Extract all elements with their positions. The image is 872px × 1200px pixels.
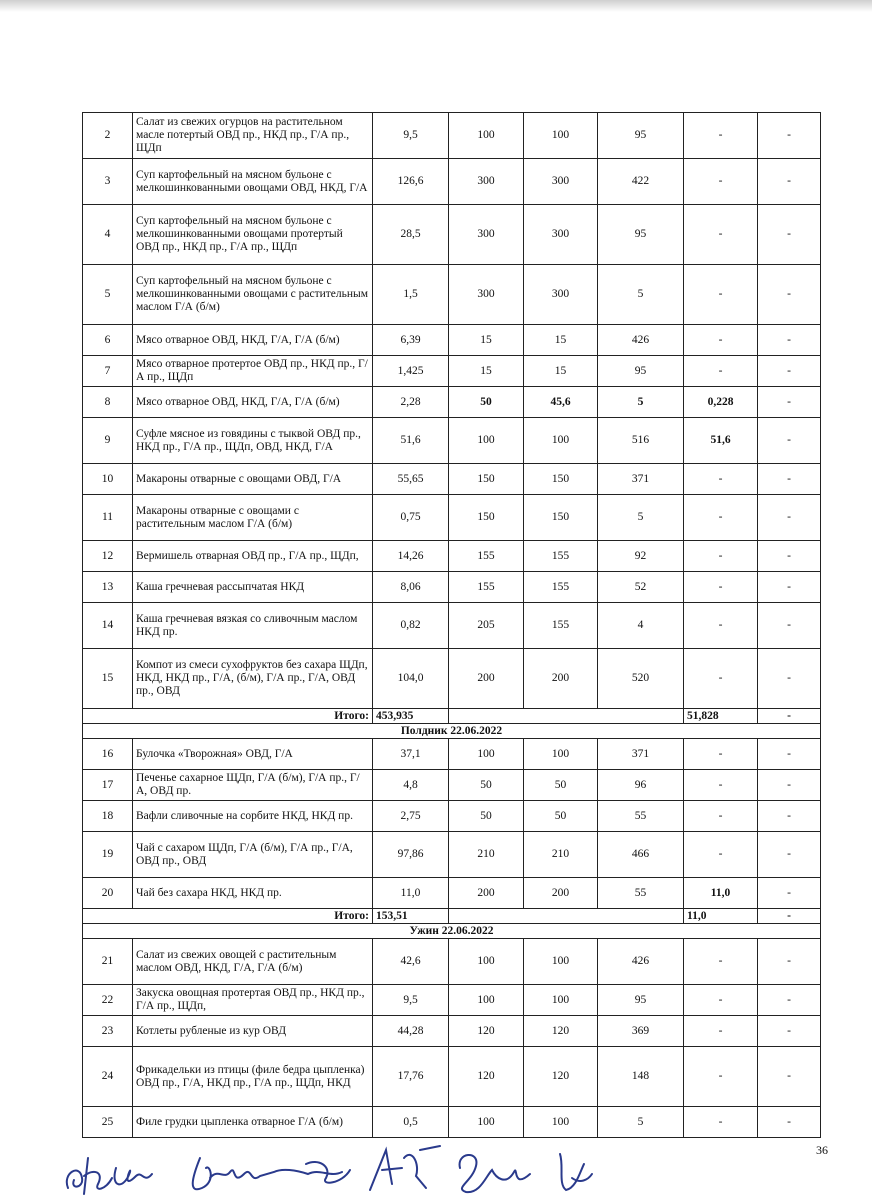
value-5: - [684,832,758,878]
total-row [83,709,821,724]
section-title: Ужин 22.06.2022 [83,924,821,939]
value-3: 155 [524,603,598,649]
total-label: Итого: [83,709,373,724]
value-3: 15 [524,356,598,387]
row-number: 9 [83,418,133,464]
dish-name: Филе грудки цыпленка отварное Г/А (б/м) [133,1107,373,1138]
value-3: 15 [524,325,598,356]
value-1: 1,5 [373,265,449,325]
table-row [83,113,821,159]
value-2: 150 [449,464,524,495]
table-row [83,1047,821,1107]
value-1: 17,76 [373,1047,449,1107]
value-3: 100 [524,1107,598,1138]
value-2: 50 [449,770,524,801]
value-2: 120 [449,1016,524,1047]
value-5: - [684,801,758,832]
section-header-row [83,724,821,739]
value-6: - [758,113,821,159]
table-row [83,325,821,356]
section-title: Полдник 22.06.2022 [83,724,821,739]
dish-name: Мясо отварное ОВД, НКД, Г/А, Г/А (б/м) [133,387,373,418]
value-4: 5 [598,265,684,325]
value-5: - [684,603,758,649]
table-row [83,985,821,1016]
row-number: 5 [83,265,133,325]
total-row [83,909,821,924]
value-3: 150 [524,495,598,541]
value-4: 520 [598,649,684,709]
value-4: 422 [598,159,684,205]
value-2: 200 [449,649,524,709]
dish-name: Суп картофельный на мясном бульоне с мелкошинкованными овощами протертый ОВД пр., НКД пр., Г/А пр., ЩДп [133,205,373,265]
row-number: 4 [83,205,133,265]
dish-name: Чай без сахара НКД, НКД пр. [133,878,373,909]
dish-name: Каша гречневая рассыпчатая НКД [133,572,373,603]
value-3: 200 [524,649,598,709]
value-6: - [758,205,821,265]
table-row [83,832,821,878]
value-1: 55,65 [373,464,449,495]
dish-name: Булочка «Творожная» ОВД, Г/А [133,739,373,770]
value-5: - [684,1016,758,1047]
value-5: - [684,572,758,603]
value-2: 100 [449,1107,524,1138]
dish-name: Чай с сахаром ЩДп, Г/А (б/м), Г/А пр., Г/А, ОВД пр., ОВД [133,832,373,878]
dish-name: Мясо отварное протертое ОВД пр., НКД пр., Г/А пр., ЩДп [133,356,373,387]
value-2: 210 [449,832,524,878]
value-6: - [758,985,821,1016]
value-4: 5 [598,495,684,541]
value-6: - [758,739,821,770]
value-1: 2,75 [373,801,449,832]
value-5: - [684,1047,758,1107]
value-6: - [758,832,821,878]
value-4: 52 [598,572,684,603]
value-2: 300 [449,265,524,325]
value-6: - [758,265,821,325]
value-2: 100 [449,985,524,1016]
row-number: 19 [83,832,133,878]
value-5: - [684,649,758,709]
row-number: 20 [83,878,133,909]
table-row [83,572,821,603]
value-1: 44,28 [373,1016,449,1047]
value-1: 0,75 [373,495,449,541]
value-3: 50 [524,801,598,832]
value-4: 95 [598,985,684,1016]
value-2: 155 [449,572,524,603]
value-1: 28,5 [373,205,449,265]
value-3: 120 [524,1016,598,1047]
value-5: - [684,159,758,205]
value-3: 155 [524,572,598,603]
row-number: 11 [83,495,133,541]
value-3: 100 [524,985,598,1016]
value-2: 300 [449,205,524,265]
row-number: 21 [83,939,133,985]
value-3: 300 [524,159,598,205]
value-2: 15 [449,356,524,387]
value-1: 2,28 [373,387,449,418]
total-empty [449,909,684,924]
value-3: 120 [524,1047,598,1107]
value-4: 516 [598,418,684,464]
table-row [83,159,821,205]
table-row [83,205,821,265]
value-5: - [684,541,758,572]
value-6: - [758,387,821,418]
value-1: 0,82 [373,603,449,649]
row-number: 25 [83,1107,133,1138]
value-1: 0,5 [373,1107,449,1138]
value-6: - [758,649,821,709]
value-2: 100 [449,939,524,985]
value-2: 120 [449,1047,524,1107]
row-number: 17 [83,770,133,801]
value-3: 155 [524,541,598,572]
value-1: 104,0 [373,649,449,709]
value-4: 426 [598,939,684,985]
row-number: 6 [83,325,133,356]
value-1: 126,6 [373,159,449,205]
row-number: 23 [83,1016,133,1047]
total-value-5: 11,0 [684,909,758,924]
value-6: - [758,1047,821,1107]
value-5: - [684,495,758,541]
table-row [83,418,821,464]
menu-table [82,112,821,1138]
value-6: - [758,325,821,356]
value-4: 95 [598,356,684,387]
value-5: - [684,939,758,985]
value-2: 100 [449,418,524,464]
dish-name: Печенье сахарное ЩДп, Г/А (б/м), Г/А пр., Г/А, ОВД пр. [133,770,373,801]
table-row [83,541,821,572]
value-4: 95 [598,113,684,159]
value-5: 0,228 [684,387,758,418]
dish-name: Компот из смеси сухофруктов без сахара ЩДп, НКД, НКД пр., Г/А, (б/м), Г/А пр., Г/А, ОВД пр., ОВД [133,649,373,709]
value-1: 1,425 [373,356,449,387]
value-1: 9,5 [373,985,449,1016]
value-2: 205 [449,603,524,649]
dish-name: Суп картофельный на мясном бульоне с мелкошинкованными овощами с растительным маслом Г/А (б/м) [133,265,373,325]
row-number: 7 [83,356,133,387]
value-5: - [684,325,758,356]
value-3: 150 [524,464,598,495]
value-6: - [758,801,821,832]
value-3: 100 [524,739,598,770]
table-row [83,265,821,325]
value-4: 4 [598,603,684,649]
value-6: - [758,159,821,205]
table-row [83,356,821,387]
value-5: - [684,739,758,770]
dish-name: Вермишель отварная ОВД пр., Г/А пр., ЩДп, [133,541,373,572]
value-4: 148 [598,1047,684,1107]
value-2: 15 [449,325,524,356]
dish-name: Вафли сливочные на сорбите НКД, НКД пр. [133,801,373,832]
value-6: - [758,939,821,985]
value-4: 5 [598,1107,684,1138]
value-3: 100 [524,113,598,159]
value-4: 95 [598,205,684,265]
signatures [60,1128,620,1198]
value-4: 371 [598,739,684,770]
dish-name: Закуска овощная протертая ОВД пр., НКД пр., Г/А пр., ЩДп, [133,985,373,1016]
value-5: - [684,113,758,159]
dish-name: Макароны отварные с овощами с растительным маслом Г/А (б/м) [133,495,373,541]
dish-name: Суфле мясное из говядины с тыквой ОВД пр., НКД пр., Г/А пр., ЩДп, ОВД, НКД, Г/А [133,418,373,464]
value-2: 100 [449,113,524,159]
dish-name: Салат из свежих овощей с растительным маслом ОВД, НКД, Г/А, Г/А (б/м) [133,939,373,985]
value-6: - [758,603,821,649]
scan-top-edge [0,0,872,12]
value-2: 50 [449,801,524,832]
table-row [83,939,821,985]
total-label: Итого: [83,909,373,924]
row-number: 13 [83,572,133,603]
total-value-6: - [758,909,821,924]
row-number: 3 [83,159,133,205]
value-1: 42,6 [373,939,449,985]
table-row [83,1016,821,1047]
value-6: - [758,572,821,603]
table-row [83,801,821,832]
value-5: - [684,356,758,387]
dish-name: Суп картофельный на мясном бульоне с мелкошинкованными овощами ОВД, НКД, Г/А [133,159,373,205]
row-number: 18 [83,801,133,832]
value-2: 200 [449,878,524,909]
row-number: 10 [83,464,133,495]
value-6: - [758,770,821,801]
row-number: 14 [83,603,133,649]
dish-name: Макароны отварные с овощами ОВД, Г/А [133,464,373,495]
row-number: 8 [83,387,133,418]
value-3: 200 [524,878,598,909]
row-number: 24 [83,1047,133,1107]
dish-name: Салат из свежих огурцов на растительном масле потертый ОВД пр., НКД пр., Г/А пр., ЩДп [133,113,373,159]
table-row [83,649,821,709]
value-5: - [684,1107,758,1138]
value-4: 371 [598,464,684,495]
value-1: 97,86 [373,832,449,878]
total-value-1: 153,51 [373,909,449,924]
value-1: 4,8 [373,770,449,801]
value-2: 150 [449,495,524,541]
value-3: 300 [524,265,598,325]
value-3: 210 [524,832,598,878]
table-row [83,495,821,541]
value-2: 155 [449,541,524,572]
table-row [83,387,821,418]
value-5: - [684,770,758,801]
total-value-5: 51,828 [684,709,758,724]
value-5: 51,6 [684,418,758,464]
value-4: 55 [598,801,684,832]
value-4: 96 [598,770,684,801]
row-number: 2 [83,113,133,159]
row-number: 22 [83,985,133,1016]
value-6: - [758,356,821,387]
value-6: - [758,1016,821,1047]
table-row [83,464,821,495]
value-4: 369 [598,1016,684,1047]
value-3: 50 [524,770,598,801]
row-number: 15 [83,649,133,709]
value-5: - [684,464,758,495]
value-6: - [758,464,821,495]
value-4: 55 [598,878,684,909]
dish-name: Мясо отварное ОВД, НКД, Г/А, Г/А (б/м) [133,325,373,356]
value-3: 300 [524,205,598,265]
value-5: - [684,985,758,1016]
table-row [83,603,821,649]
dish-name: Каша гречневая вязкая со сливочным маслом НКД пр. [133,603,373,649]
value-5: - [684,205,758,265]
section-header-row [83,924,821,939]
dish-name: Фрикадельки из птицы (филе бедра цыпленка) ОВД пр., Г/А, НКД пр., Г/А пр., ЩДп, НКД [133,1047,373,1107]
value-1: 8,06 [373,572,449,603]
value-2: 300 [449,159,524,205]
value-1: 37,1 [373,739,449,770]
value-2: 100 [449,739,524,770]
value-6: - [758,495,821,541]
row-number: 12 [83,541,133,572]
value-1: 11,0 [373,878,449,909]
value-6: - [758,541,821,572]
value-5: - [684,265,758,325]
value-3: 100 [524,418,598,464]
value-4: 426 [598,325,684,356]
value-1: 9,5 [373,113,449,159]
value-1: 14,26 [373,541,449,572]
value-3: 100 [524,939,598,985]
table-row [83,739,821,770]
value-1: 51,6 [373,418,449,464]
total-empty [449,709,684,724]
value-6: - [758,1107,821,1138]
dish-name: Котлеты рубленые из кур ОВД [133,1016,373,1047]
row-number: 16 [83,739,133,770]
total-value-1: 453,935 [373,709,449,724]
page-number: 36 [816,1143,828,1157]
total-value-6: - [758,709,821,724]
value-4: 92 [598,541,684,572]
value-5: 11,0 [684,878,758,909]
value-2: 50 [449,387,524,418]
value-1: 6,39 [373,325,449,356]
value-6: - [758,418,821,464]
table-row [83,878,821,909]
value-4: 466 [598,832,684,878]
table-row [83,770,821,801]
value-3: 45,6 [524,387,598,418]
value-6: - [758,878,821,909]
value-4: 5 [598,387,684,418]
